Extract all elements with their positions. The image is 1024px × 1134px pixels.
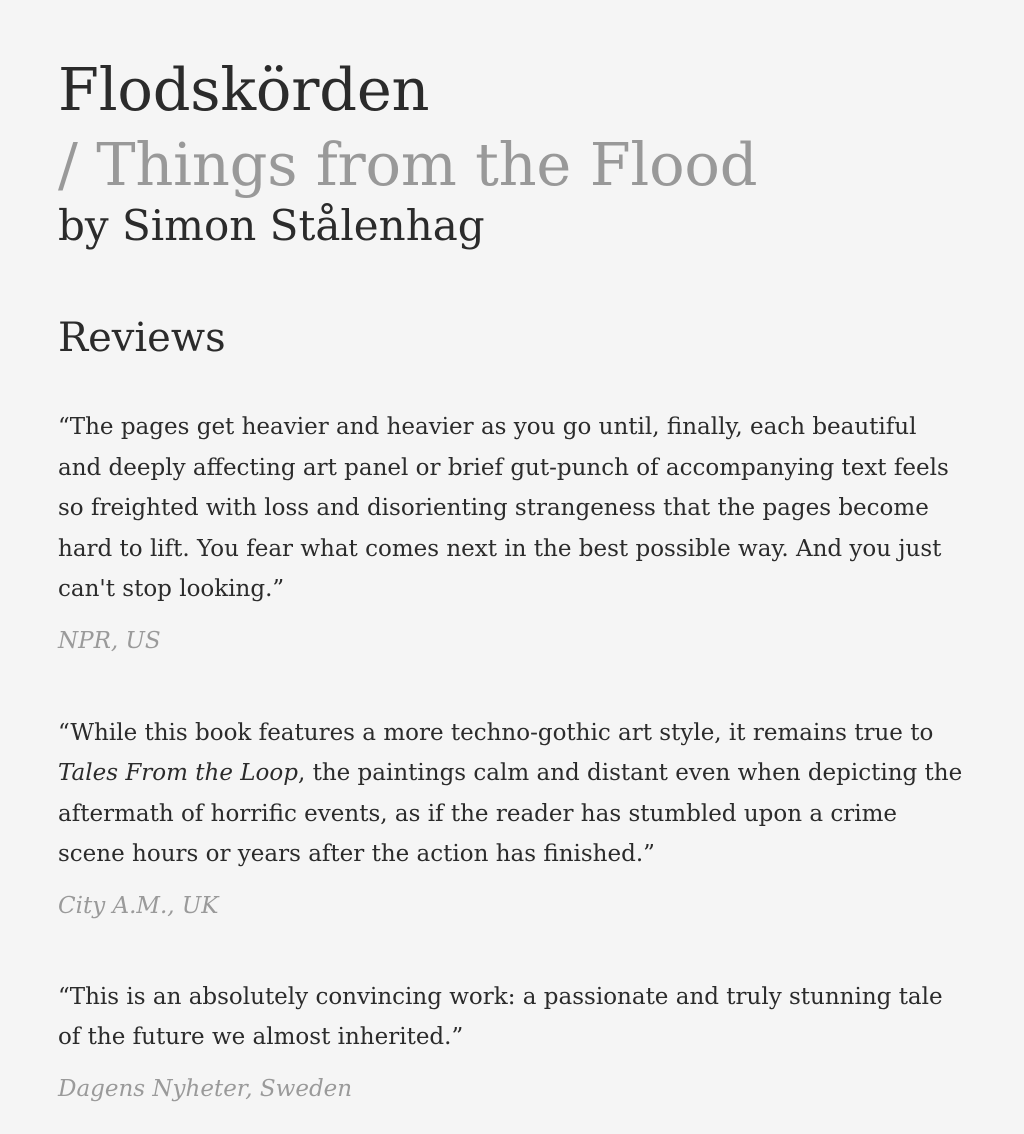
review-quote: “This is an absolutely convincing work: a passionate and truly stunning tale of the future we almost inherited.” [58,983,943,1050]
review-source: City A.M., UK [58,892,219,919]
book-author: by Simon Stålenhag [58,201,485,250]
book-title [58,52,966,202]
reviews-heading: Reviews [58,315,226,361]
review-item [58,407,966,656]
review-item [58,713,966,921]
book-header [58,52,966,250]
review-quote [58,713,966,875]
review-quote-part: “While this book features a more techno-gothic art style, it remains true to [58,719,934,746]
reviews-section [58,314,966,1104]
referenced-work-title: Tales From the Loop [58,760,298,786]
book-title-original: Flodskörden [58,55,430,124]
review-quote-part: , the paintings calm and distant even when depicting the aftermath of horrific events, as if the reader has stumbled upon a crime scene hours or years after the action has finished.” [58,760,963,867]
book-title-english: / Things from the Flood [58,130,758,199]
review-source: Dagens Nyheter, Sweden [58,1075,353,1102]
review-quote: “The pages get heavier and heavier as you go until, finally, each beautiful and deeply affecting art panel or brief gut-punch of accompanying text feels so freighted with loss and disorienting strangeness that the pages become hard to lift. You fear what comes next in the best possible way. And you just can't stop looking.” [58,414,949,602]
review-item [58,977,966,1104]
review-source: NPR, US [58,627,161,654]
